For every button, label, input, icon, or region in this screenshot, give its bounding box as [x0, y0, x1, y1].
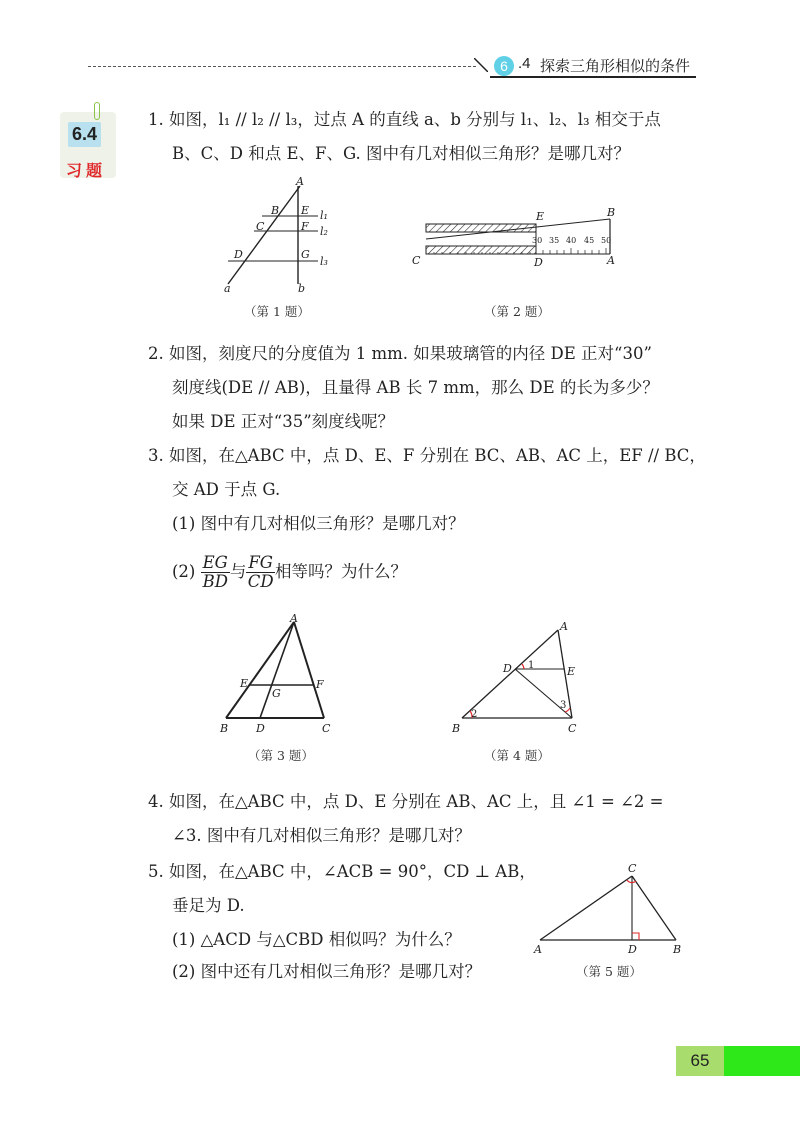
- figure-4: [448, 618, 588, 738]
- fig2-tick-50: 50: [601, 236, 612, 245]
- fig4-angle-1: 1: [528, 660, 535, 671]
- fig4-label-b: B: [452, 722, 461, 735]
- page-edge-bar: [724, 1046, 800, 1076]
- fig1-label-d: D: [234, 248, 243, 261]
- badge-label: 习题: [66, 163, 107, 180]
- caption-figure-2: （第 2 题）: [484, 304, 550, 319]
- fig5-label-a: A: [534, 943, 542, 956]
- problem-2-line-2: 刻度线(DE // AB)，且量得 AB 长 7 mm，那么 DE 的长为多少？: [172, 378, 659, 397]
- page-number: 65: [690, 1051, 710, 1070]
- figure-1: [218, 176, 338, 294]
- fig5-label-c: C: [628, 862, 637, 875]
- fig2-tick-40: 40: [566, 236, 577, 245]
- fig1-label-a-line: a: [224, 282, 231, 295]
- fig3-label-g: G: [272, 687, 281, 700]
- fig4-angle-3: 3: [560, 700, 567, 711]
- fig1-label-c: C: [256, 220, 265, 233]
- problem-3-sub-1: (1) 图中有几对相似三角形？是哪几对？: [172, 514, 465, 533]
- fig2-label-b: B: [607, 206, 616, 219]
- fig1-label-g: G: [301, 248, 310, 261]
- paperclip-icon: [94, 102, 100, 120]
- fraction-fg-cd: [246, 554, 275, 591]
- problem-1-line-1: 1. 如图，l₁ // l₂ // l₃，过点 A 的直线 a、b 分别与 l₁、l₂、l₃ 相交于点: [148, 110, 661, 129]
- caption-figure-3: （第 3 题）: [248, 748, 314, 763]
- fig1-label-b-line: b: [298, 282, 306, 295]
- fig2-label-d: D: [534, 256, 543, 269]
- fig3-label-d: D: [256, 722, 265, 735]
- fig1-label-f: F: [301, 220, 309, 233]
- section-title: 探索三角形相似的条件: [540, 58, 691, 75]
- fig2-label-c: C: [412, 254, 421, 267]
- problem-3-sub-2: [172, 554, 407, 591]
- fig3-label-e: E: [240, 677, 249, 690]
- caption-figure-1: （第 1 题）: [244, 304, 310, 319]
- fig4-angle-2: 2: [471, 709, 478, 720]
- fig4-label-a: A: [560, 620, 568, 633]
- fraction-eg-bd: [201, 554, 230, 591]
- fig3-label-b: B: [220, 722, 229, 735]
- header-dashed-line: [88, 66, 476, 67]
- section-number-circle: 6: [494, 56, 514, 76]
- figure-2: [410, 208, 624, 270]
- problem-3-line-2: 交 AD 于点 G.: [172, 480, 281, 499]
- problem-4-line-2: ∠3. 图中有几对相似三角形？是哪几对？: [172, 826, 471, 845]
- caption-figure-4: （第 4 题）: [484, 748, 550, 763]
- fig1-label-l3: l₃: [320, 255, 328, 268]
- fig5-label-d: D: [628, 943, 637, 956]
- fig2-label-a: A: [607, 254, 615, 267]
- fig4-label-e: E: [567, 665, 576, 678]
- fig2-tick-30: 30: [532, 236, 543, 245]
- problem-4-line-1: 4. 如图，在△ABC 中，点 D、E 分别在 AB、AC 上，且 ∠1 = ∠2 =: [148, 792, 664, 811]
- fig1-label-b: B: [271, 204, 280, 217]
- problem-5-line-2: 垂足为 D.: [172, 896, 245, 915]
- fig2-label-e: E: [536, 210, 545, 223]
- sub-2-suffix: 相等吗？为什么？: [275, 562, 407, 581]
- frac-connector: 与: [229, 562, 247, 581]
- section-number-suffix: .4: [518, 55, 531, 72]
- sub-2-prefix: (2): [172, 562, 196, 581]
- badge-number: 6.4: [68, 122, 101, 147]
- frac-bd: BD: [202, 572, 228, 591]
- fig1-label-a-point: A: [296, 175, 304, 188]
- problem-5-sub-2: (2) 图中还有几对相似三角形？是哪几对？: [172, 962, 482, 981]
- fig4-label-d: D: [503, 662, 512, 675]
- fig3-label-f: F: [316, 678, 324, 691]
- caption-figure-5: （第 5 题）: [576, 964, 642, 979]
- fig4-label-c: C: [568, 722, 577, 735]
- fig5-label-b: B: [673, 943, 682, 956]
- problem-1-line-2: B、C、D 和点 E、F、G. 图中有几对相似三角形？是哪几对？: [172, 144, 631, 163]
- problem-2-line-3: 如果 DE 正对“35”刻度线呢？: [172, 412, 395, 431]
- fig1-label-l1: l₁: [320, 209, 328, 222]
- header-underline: [490, 76, 696, 78]
- frac-fg: FG: [248, 553, 273, 572]
- problem-5-line-1: 5. 如图，在△ABC 中，∠ACB = 90°，CD ⊥ AB，: [148, 862, 536, 881]
- problem-2-line-1: 2. 如图，刻度尺的分度值为 1 mm. 如果玻璃管的内径 DE 正对“30”: [148, 344, 652, 363]
- figure-5: [530, 860, 690, 960]
- frac-eg: EG: [202, 553, 228, 572]
- fig3-label-c: C: [322, 722, 331, 735]
- figure-3: [216, 612, 338, 740]
- fig1-label-e: E: [301, 204, 310, 217]
- problem-5-sub-1: (1) △ACD 与△CBD 相似吗？为什么？: [172, 930, 461, 949]
- fig3-label-a: A: [290, 612, 298, 625]
- problem-3-line-1: 3. 如图，在△ABC 中，点 D、E、F 分别在 BC、AB、AC 上，EF // BC，: [148, 446, 706, 465]
- header-divider-slant: [474, 58, 488, 72]
- fig1-label-l2: l₂: [320, 225, 328, 238]
- fig2-tick-45: 45: [584, 236, 595, 245]
- fig2-tick-35: 35: [549, 236, 560, 245]
- frac-cd: CD: [247, 572, 274, 591]
